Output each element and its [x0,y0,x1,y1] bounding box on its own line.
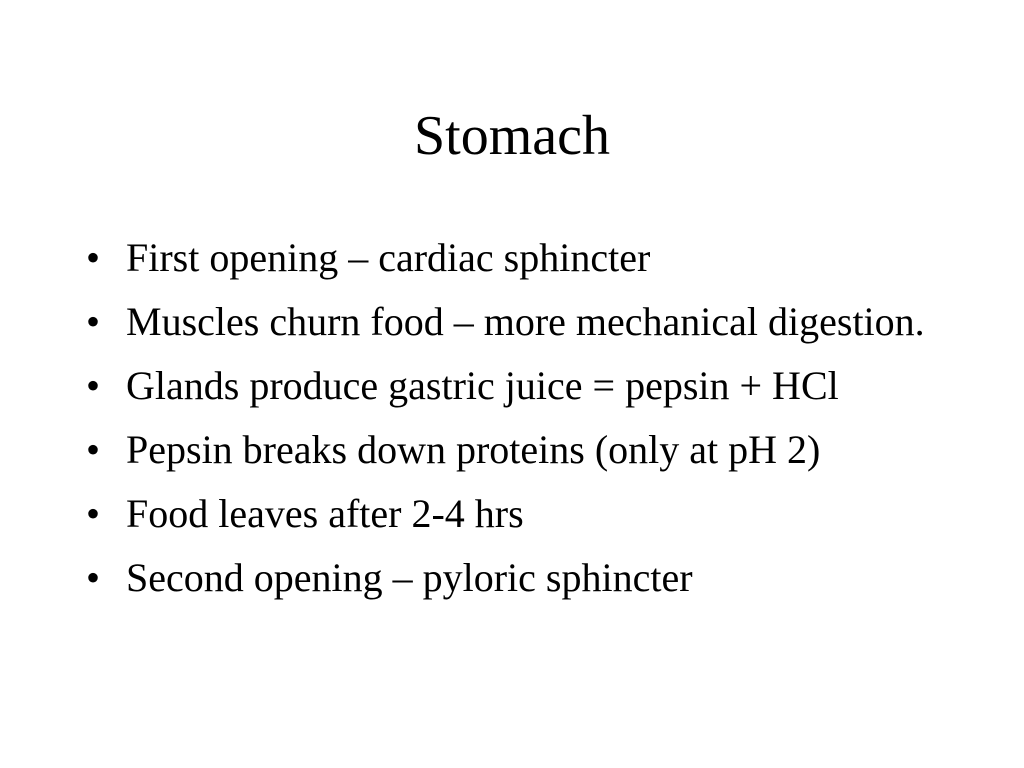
bullet-icon: • [86,235,101,280]
bullet-text: Second opening – pyloric sphincter [126,555,693,600]
bullet-item [82,552,962,604]
bullet-text: Pepsin breaks down proteins (only at pH 2) [126,427,821,472]
bullet-text: Muscles churn food – more mechanical digestion. [126,299,925,344]
bullet-item [82,488,962,540]
bullet-icon: • [86,363,101,408]
bullet-item [82,424,962,476]
bullet-text: Food leaves after 2-4 hrs [126,491,524,536]
slide-title: Stomach [414,105,610,167]
bullet-text: First opening – cardiac sphincter [126,235,651,280]
bullet-icon: • [86,555,101,600]
bullet-list [82,232,962,616]
bullet-icon: • [86,299,101,344]
bullet-icon: • [86,491,101,536]
bullet-icon: • [86,427,101,472]
bullet-item [82,296,962,348]
bullet-item [82,360,962,412]
bullet-item [82,232,962,284]
bullet-text: Glands produce gastric juice = pepsin + HCl [126,363,839,408]
